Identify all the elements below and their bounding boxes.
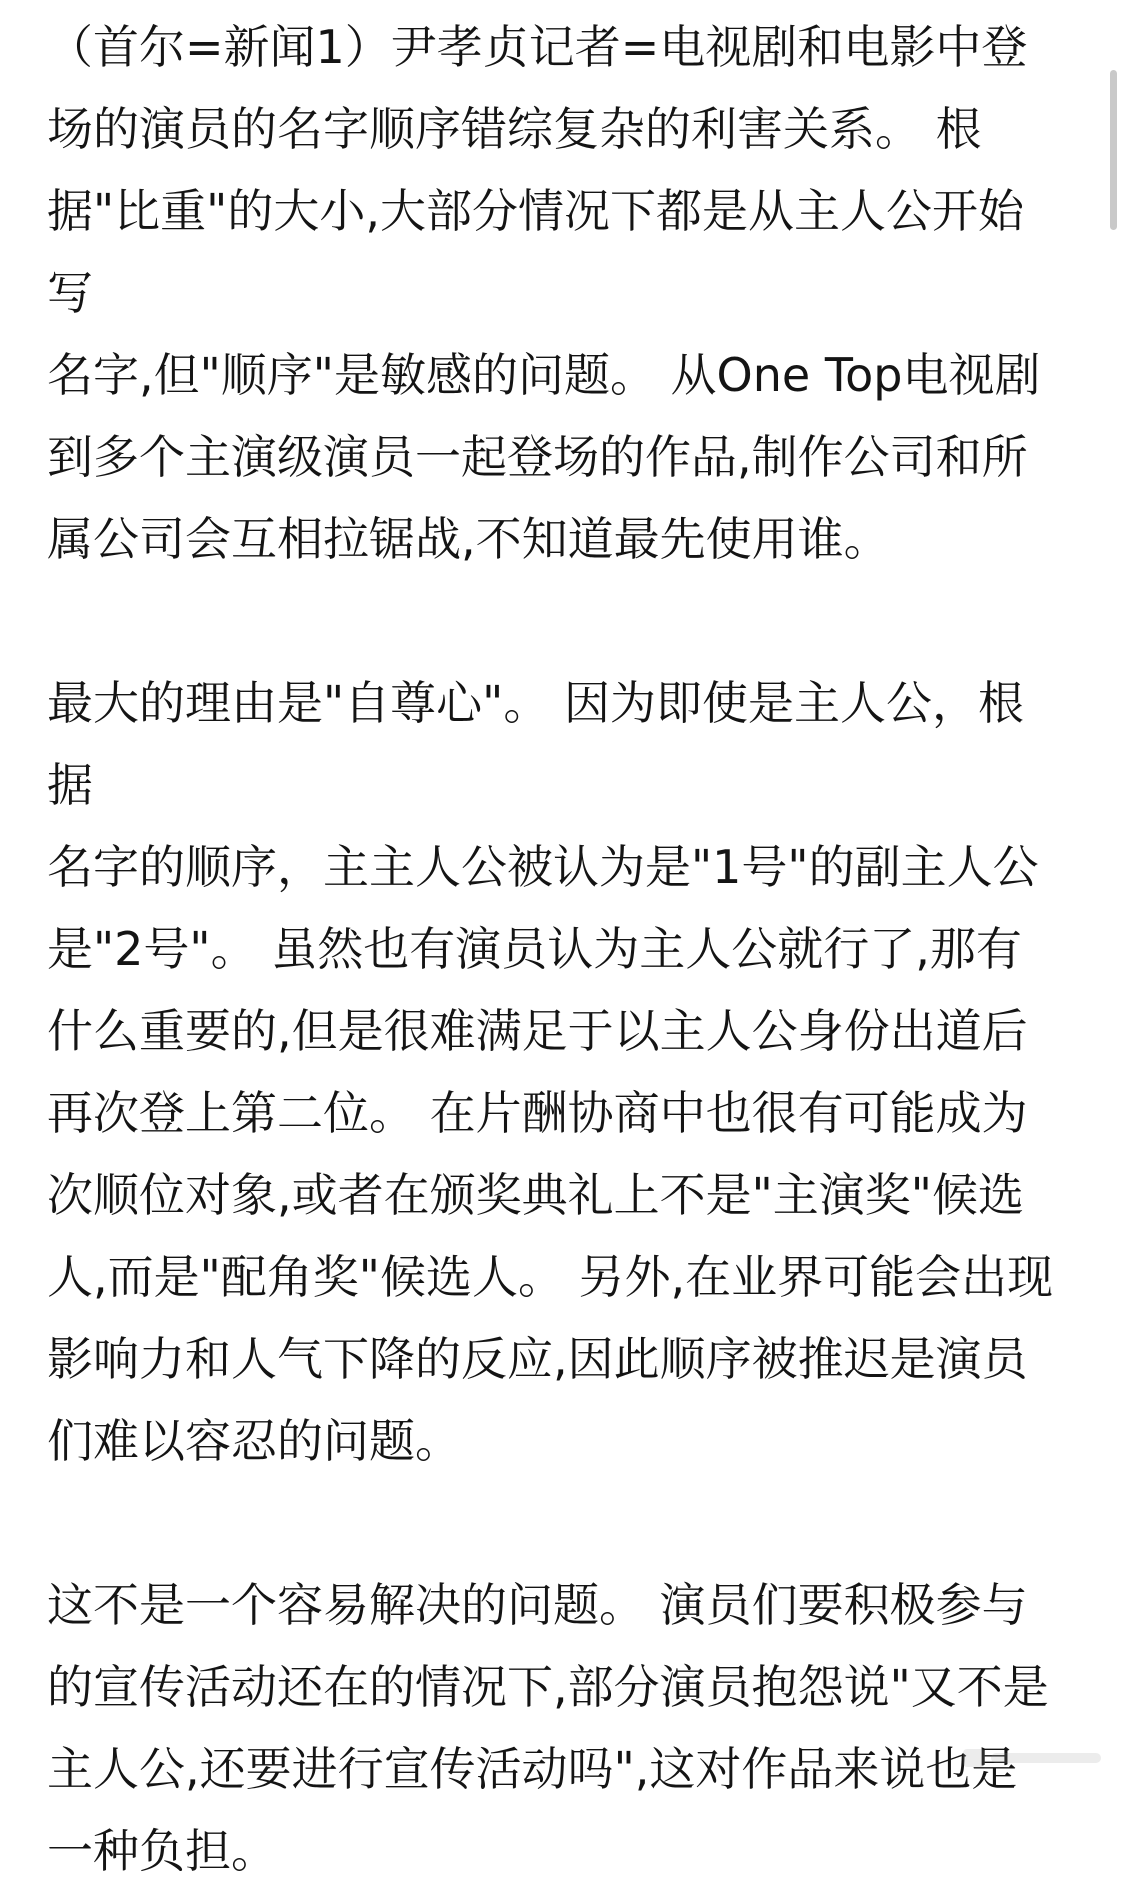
- watermark-logo-icon: [961, 1741, 1111, 1775]
- article-paragraph-1: （首尔=新闻1）尹孝贞记者=电视剧和电影中登 场的演员的名字顺序错综复杂的利害关系。 根 据"比重"的大小,大部分情况下都是从主人公开始写 名字,但"顺序"是敏感的问题。 从One Top电视剧 到多个主演级演员一起登场的作品,制作公司和所 属公司会互相拉锯战,不知道最先使用谁。: [47, 20, 1041, 566]
- article-paragraph-2: 最大的理由是"自尊心"。 因为即使是主人公，根据 名字的顺序，主主人公被认为是"1号"的副主人公 是"2号"。 虽然也有演员认为主人公就行了,那有 什么重要的,但是很难满足于以主人公身份出道后 再次登上第二位。 在片酬协商中也很有可能成为 次顺位对象,或者在颁奖典礼上不是"主演奖"候选 人,而是"配角奖"候选人。 另外,在业界可能会出现 影响力和人气下降的反应,因此顺序被推迟是演员 们难以容忍的问题。: [47, 676, 1054, 1468]
- article-paragraph-3: 这不是一个容易解决的问题。 演员们要积极参与 的宣传活动还在的情况下,部分演员抱怨说"又不是 主人公,还要进行宣传活动吗",这对作品来说也是 一种负担。: [47, 1578, 1049, 1878]
- scrollbar[interactable]: [1110, 70, 1117, 230]
- article-body: [47, 6, 1069, 1892]
